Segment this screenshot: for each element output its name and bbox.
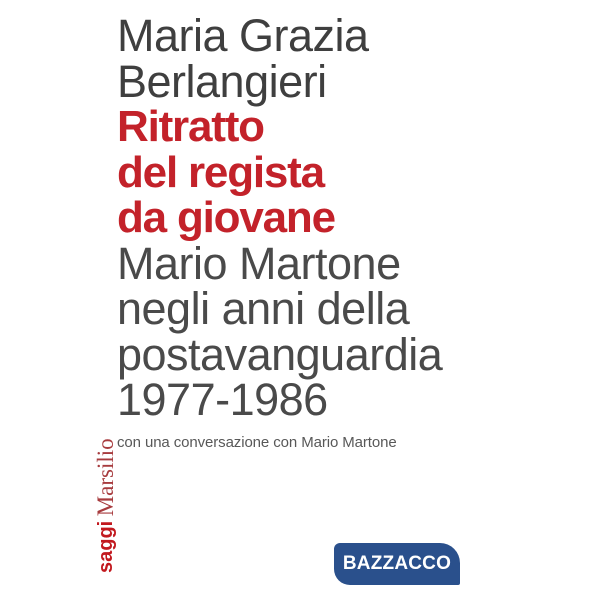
conversation-note: con una conversazione con Mario Martone bbox=[117, 433, 397, 451]
subtitle-line-2: negli anni della bbox=[117, 283, 410, 334]
author-line-2: Berlangieri bbox=[117, 55, 327, 107]
book-subtitle bbox=[117, 237, 443, 425]
bazzacco-badge-label: BAZZACCO bbox=[342, 553, 452, 574]
publisher-logo-text: Marsilio bbox=[93, 438, 118, 517]
author-name bbox=[117, 10, 442, 107]
spine-series-publisher bbox=[93, 438, 118, 578]
book-title bbox=[117, 104, 442, 241]
author-line-1: Maria Grazia bbox=[117, 10, 369, 61]
subtitle-line-3: postavanguardia bbox=[117, 328, 443, 380]
title-line-3: da giovane bbox=[117, 193, 335, 242]
subtitle-line-1: Mario Martone bbox=[117, 237, 401, 289]
subtitle-line-4: 1977-1986 bbox=[117, 374, 328, 425]
series-label: saggi bbox=[95, 520, 117, 573]
bazzacco-badge bbox=[334, 543, 460, 585]
title-line-1: Ritratto bbox=[117, 102, 264, 151]
title-line-2: del regista bbox=[117, 147, 324, 197]
cover-text-block bbox=[117, 10, 443, 451]
